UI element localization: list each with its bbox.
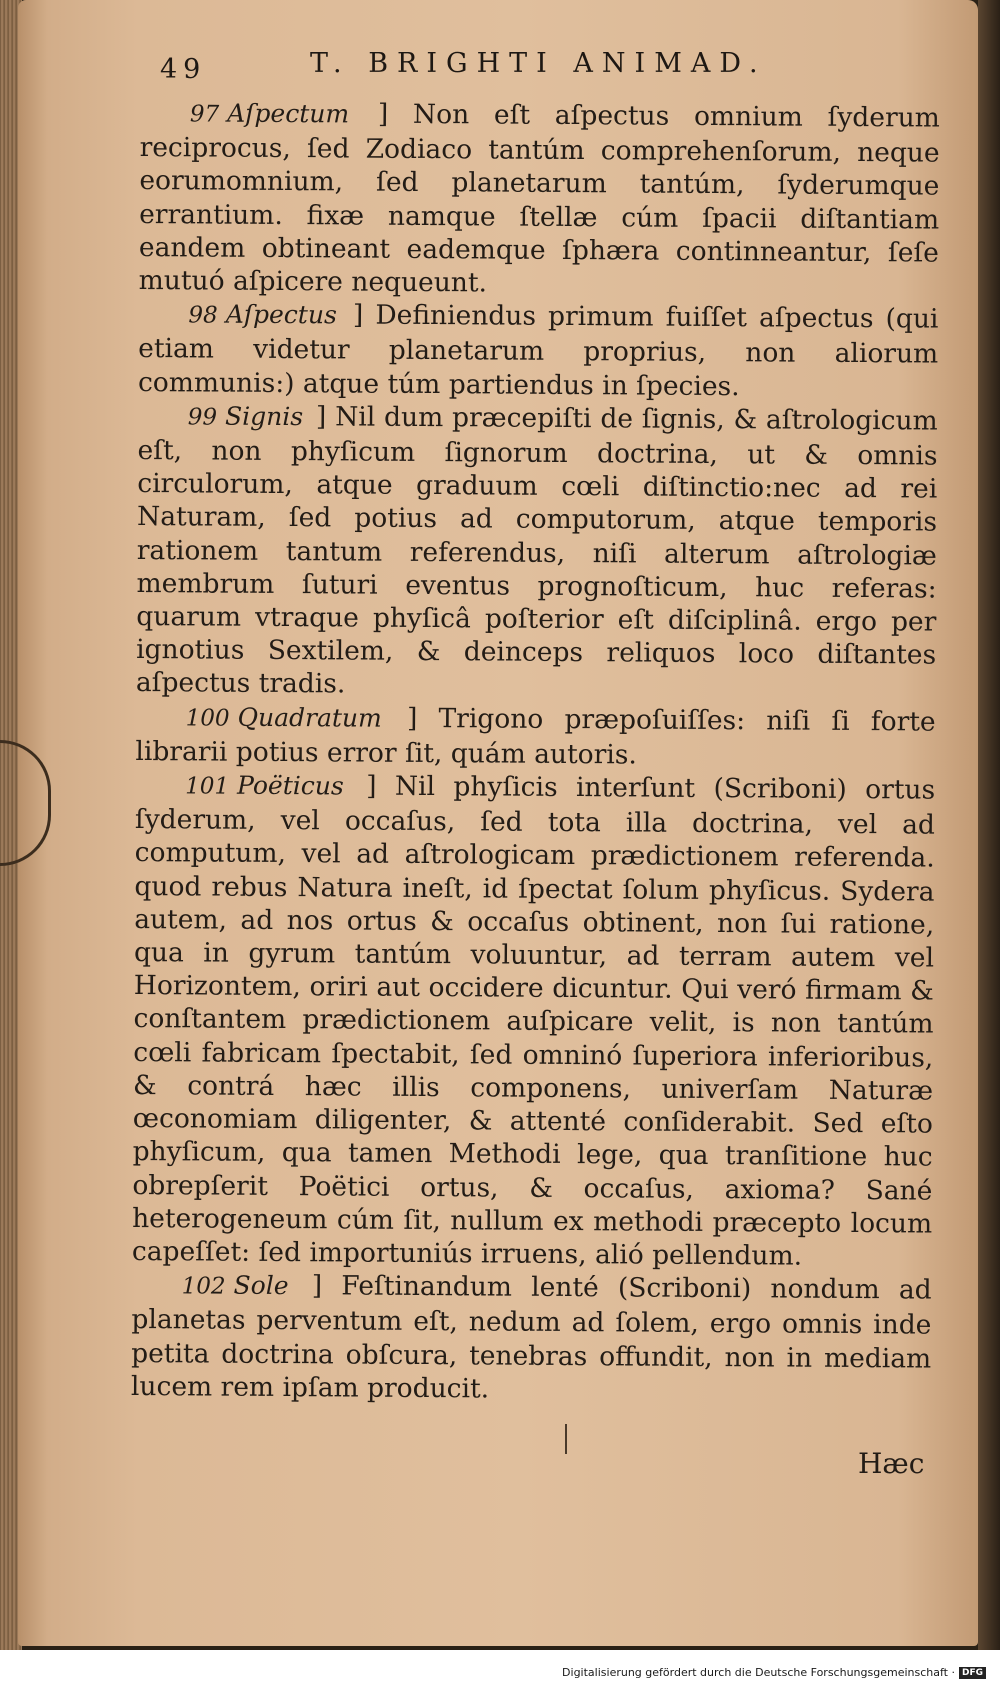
note-lemma: Sole <box>233 1270 289 1301</box>
note-text: ] Feſtinandum lenté (Scriboni) nondum ad planetas perventum eſt, nedum ad ſolem, ergo omnis inde petita doctrina obſcura, tenebras offundit, non in mediam lucem rem ipſam producit. <box>130 1270 932 1405</box>
book-edge-right <box>978 0 1000 1650</box>
page-number: 49 <box>160 54 207 85</box>
note-99 <box>136 399 938 705</box>
note-number: 100 <box>185 704 230 732</box>
note-97 <box>139 96 940 303</box>
credit-text: Digitalisierung gefördert durch die Deutsche Forschungsgemeinschaft <box>562 1666 948 1679</box>
note-lemma: Quadratum <box>237 702 382 733</box>
note-text: ] Nil dum præcepiſti de ſignis, & aſtrologicum eſt, non phyſicum ſignorum doctrina, ut & omnis circulorum, atque graduum cœli diſtinctio:nec ad rei Naturam, ſed potius ad computorum, atque temporis rationem tantum referendus, niſi alterum aſtrologiæ membrum ſuturi eventus prognoſticum, huc referas: quarum vtraque phyſicâ poſterior eſt diſciplinâ. ergo per ignotius Sextilem, & deinceps reliquos loco diſtantes aſpectus tradis. <box>135 401 938 700</box>
note-lemma: Aſpectus <box>225 299 337 330</box>
note-number: 97 <box>189 101 220 128</box>
note-98 <box>138 297 939 404</box>
note-lemma: Aſpectum <box>227 98 350 129</box>
note-number: 99 <box>187 404 218 431</box>
note-number: 98 <box>188 302 218 329</box>
dfg-logo-icon: DFG <box>959 1667 986 1679</box>
running-title: T. BRIGHTI ANIMAD. <box>310 48 767 79</box>
note-lemma: Poëticus <box>236 770 344 801</box>
ink-mark <box>565 1424 567 1454</box>
note-101 <box>132 768 935 1274</box>
body-text <box>131 96 940 1408</box>
catchword: Hæc <box>858 1447 925 1480</box>
note-text: ] Non eſt aſpectus omnium ſyderum reciprocus, ſed Zodiaco tantúm comprehenſorum, neque eorumomnium, ſed planetarum tantúm, ſyderumque errantium. fixæ namque ſtellæ cúm ſpacii diſtantiam eandem obtineant eademque ſphæra continneantur, ſeſe mutuó aſpicere nequeunt. <box>138 98 940 299</box>
note-number: 102 <box>181 1273 226 1300</box>
note-number: 101 <box>185 773 230 800</box>
digitization-credit: Digitalisierung gefördert durch die Deutsche Forschungsgemeinschaft · DFG <box>562 1666 986 1679</box>
note-text: ] Nil phyſicis interſunt (Scriboni) ortus ſyderum, vel occaſus, ſed tota illa doctrina, vel ad computum, vel ad aſtrologicam prædictionem referenda. quod rebus Natura ineſt, id ſpectat ſolum phyſicus. Sydera autem, ad nos ortus & occaſus obtinent, non ſui ratione, qua in gyrum tantúm voluuntur, ad terram autem vel Horizontem, oriri aut occidere dicuntur. Qui veró firmam & conſtantem prædictionem auſpicare velit, is non tantúm cœli fabricam ſpectabit, ſed omninó ſuperiora inferioribus, & contrá hæc illis componens, univerſam Naturæ œconomiam diligenter, & attenté conſiderabit. Sed eſto phyſicum, qua tamen Methodi lege, qua tranſitione huc obrepſerit Poëtici ortus, & occaſus, axioma? Sané heterogeneum cúm ſit, nullum ex methodi præcepto locum capeſſet: ſed importuniús irruens, alió pellendum. <box>131 770 936 1272</box>
note-102 <box>131 1268 932 1408</box>
note-lemma: Signis <box>224 401 304 431</box>
note-100 <box>135 700 935 774</box>
note-text: ] Definiendus primum fuiſſet aſpectus (qui etiam videtur planetarum proprius, non aliorum communis:) atque túm partiendus in ſpecies. <box>137 299 939 402</box>
note-text: ] Trigono præpoſuiſſes: niſi ſi forte librarii potius error ſit, quám autoris. <box>135 702 936 771</box>
page-header <box>160 48 800 88</box>
